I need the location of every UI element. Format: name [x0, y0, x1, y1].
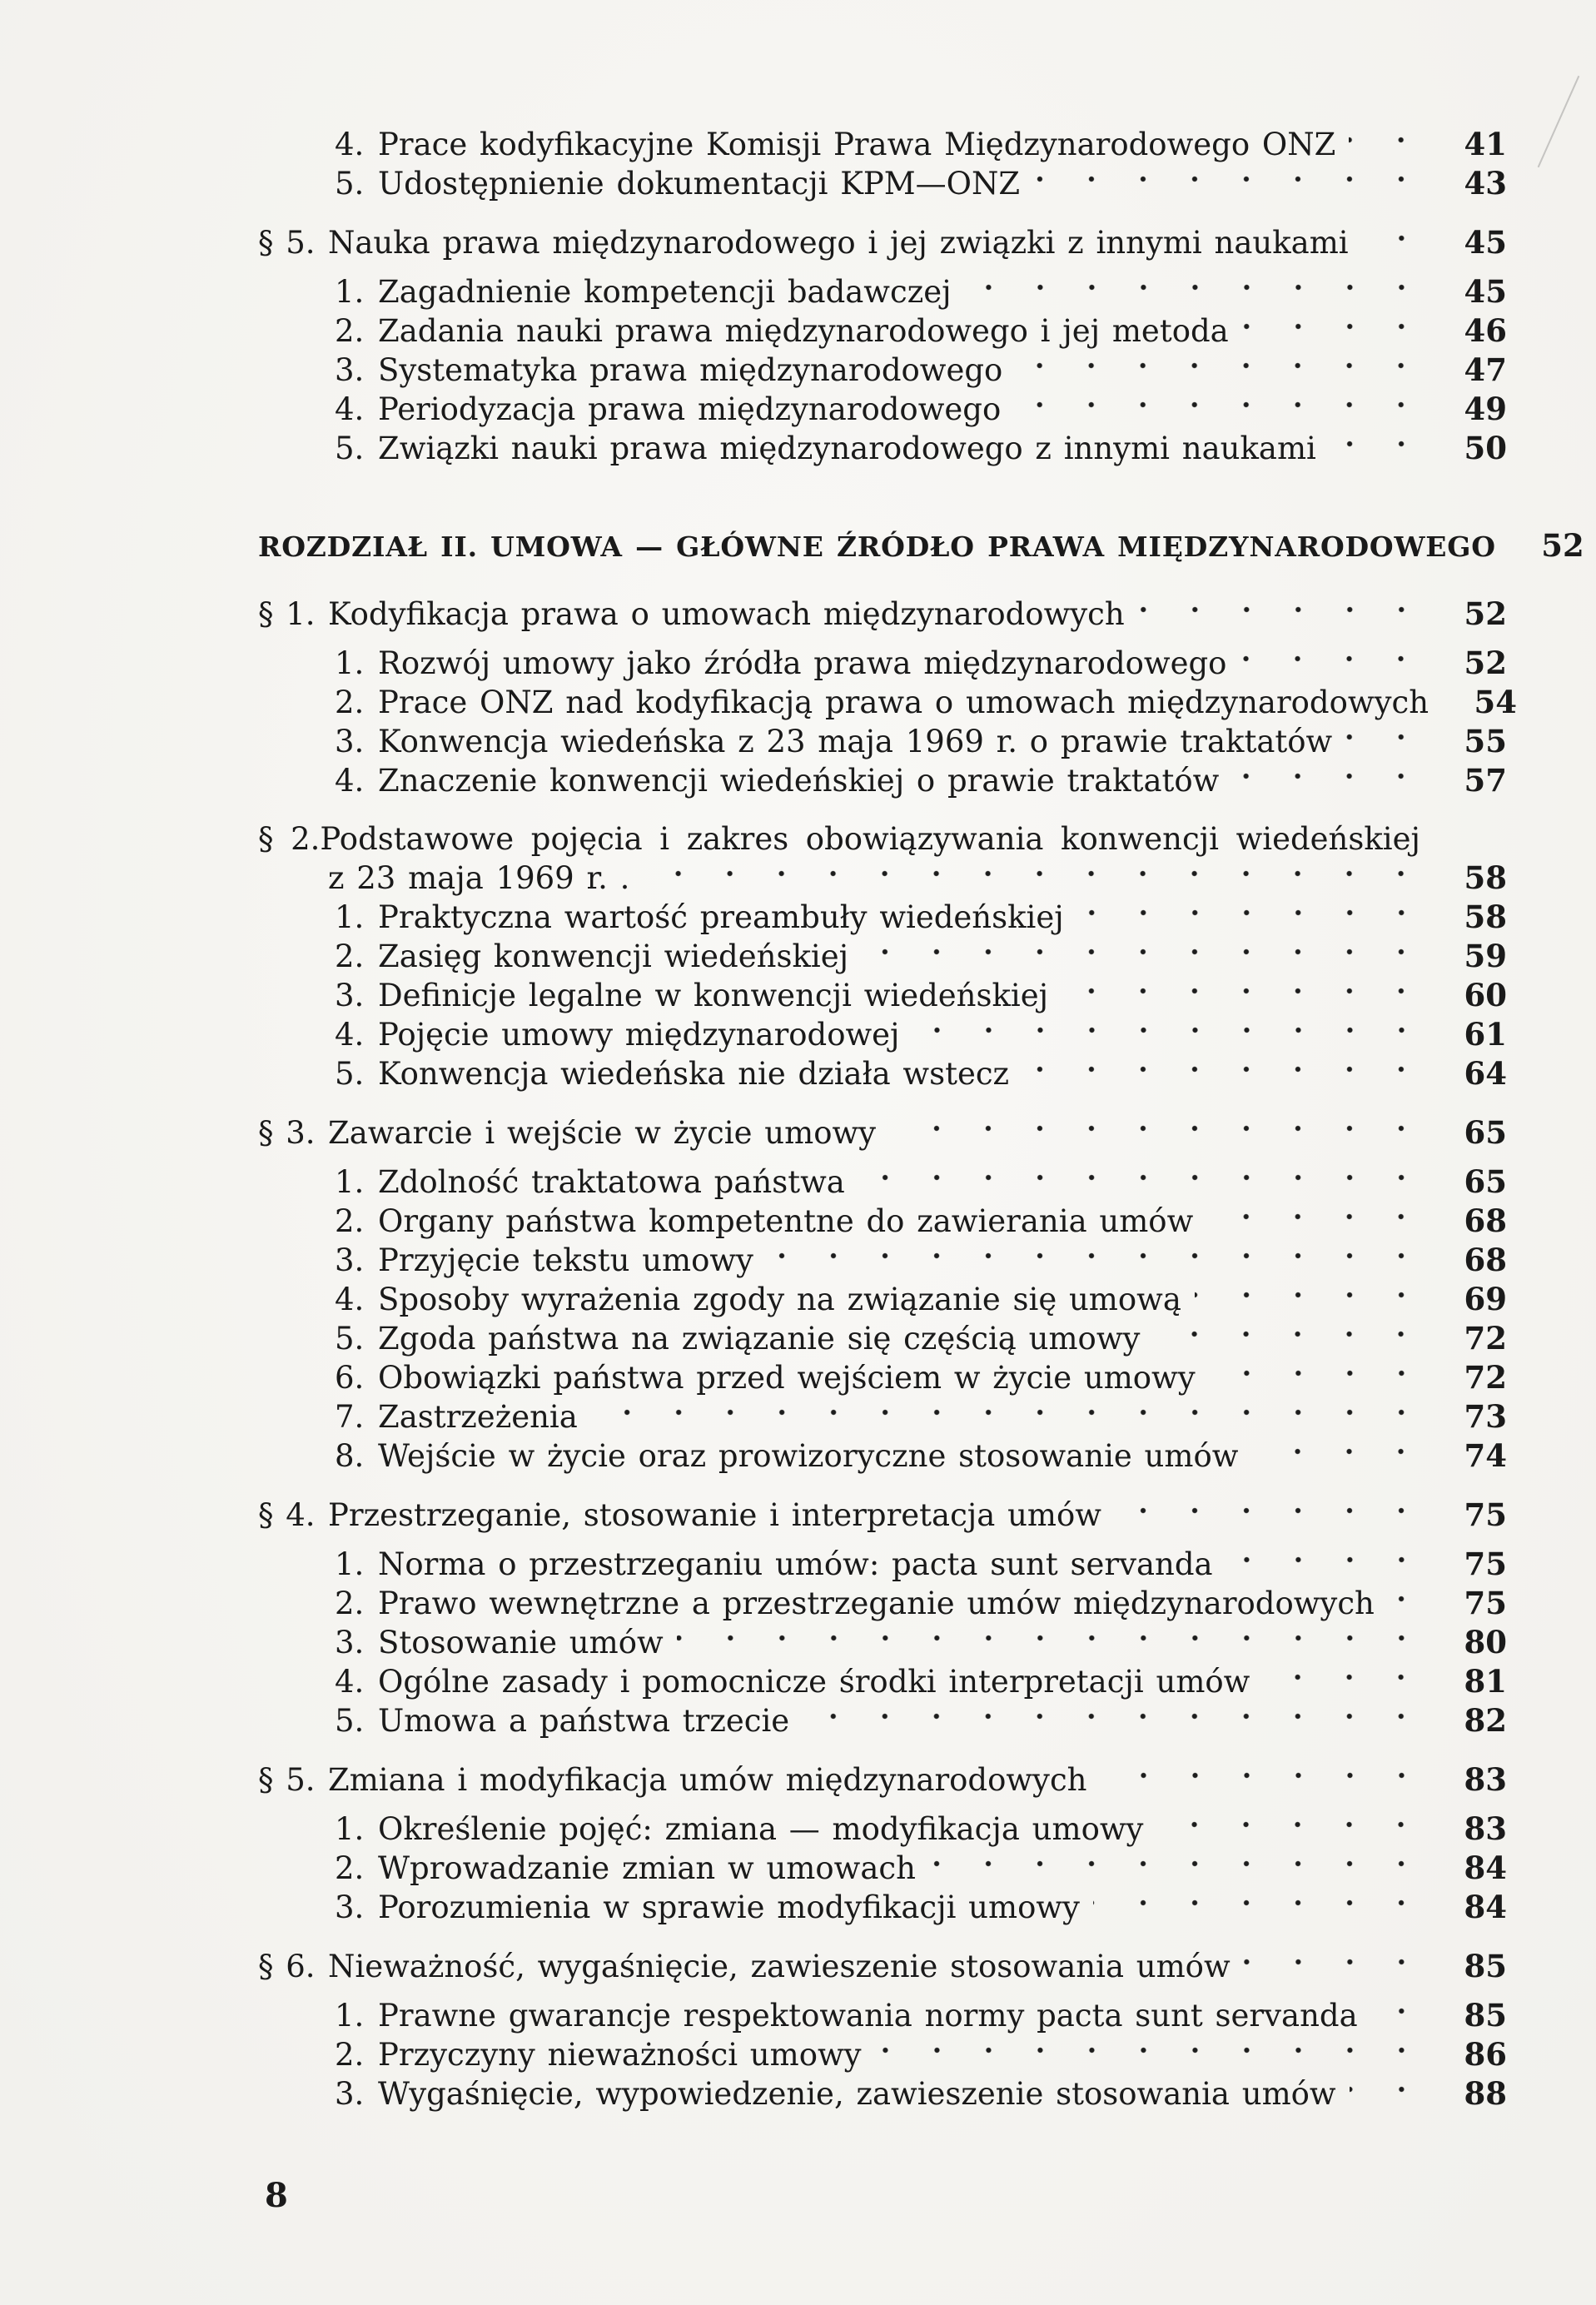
toc-entry [258, 223, 1507, 262]
dot-leader [1362, 223, 1432, 262]
dot-leader [1195, 1280, 1432, 1319]
dot-leader [1022, 1054, 1432, 1093]
entry-text: Kodyfikacja prawa o umowach międzynarodowych [328, 596, 1125, 632]
entry-text: z 23 maja 1969 r. . [328, 860, 630, 896]
dot-leader [929, 1849, 1432, 1888]
page-ref: 60 [1464, 977, 1507, 1013]
entry-number: 4. [335, 1664, 365, 1700]
toc-entry [258, 1662, 1507, 1701]
toc-entry [258, 1358, 1507, 1397]
toc-entry [258, 1849, 1507, 1888]
section-label: § 5. [258, 225, 316, 261]
entry-text: Zagadnienie kompetencji badawczej [378, 274, 952, 310]
page-ref: 65 [1464, 1114, 1507, 1151]
entry-number: 5. [335, 1703, 365, 1739]
page-ref: 50 [1464, 430, 1507, 466]
toc-entry [258, 272, 1507, 311]
entry-number: 3. [335, 1625, 365, 1660]
page-ref: 47 [1464, 351, 1507, 388]
entry-text: Nieważność, wygaśnięcie, zawieszenie stosowania umów [328, 1949, 1231, 1984]
dot-leader [591, 1397, 1432, 1436]
dot-leader [1077, 898, 1432, 937]
entry-text: Prawo wewnętrzne a przestrzeganie umów międzynarodowych [378, 1586, 1375, 1621]
toc-entry [258, 1054, 1507, 1093]
page-ref: 54 [1474, 684, 1518, 720]
toc-entry [258, 1584, 1507, 1623]
page-ref: 52 [1464, 645, 1507, 681]
dot-leader [1350, 2074, 1432, 2113]
section-label: § 5. [258, 1762, 316, 1798]
page-ref: 85 [1464, 1997, 1507, 2034]
entry-text: Sposoby wyrażenia zgody na związanie się umową [378, 1282, 1181, 1317]
entry-text: Rozwój umowy jako źródła prawa międzynarodowego [378, 645, 1227, 681]
entry-number: 3. [335, 978, 365, 1013]
toc-entry [258, 1701, 1507, 1740]
toc-entry [258, 1319, 1507, 1358]
entry-number: 2. [335, 1850, 365, 1886]
entry-text: Zmiana i modyfikacja umów międzynarodowych [328, 1762, 1087, 1798]
dot-leader [1226, 1545, 1432, 1584]
toc-entry [258, 351, 1507, 390]
entry-text: Konwencja wiedeńska nie działa wstecz [378, 1056, 1010, 1092]
toc-entry [258, 1241, 1507, 1280]
dot-leader [1014, 390, 1432, 429]
toc-entry [258, 1888, 1507, 1927]
dot-leader [1209, 1358, 1432, 1397]
toc-entry [258, 1202, 1507, 1241]
page-ref: 57 [1464, 762, 1507, 799]
entry-text: Prawne gwarancje respektowania normy pacta sunt servanda [378, 1998, 1358, 2034]
entry-number: 1. [335, 899, 365, 935]
page-ref: 84 [1464, 1849, 1507, 1886]
entry-text: Zdolność traktatowa państwa [378, 1164, 845, 1200]
dot-leader [1138, 595, 1432, 634]
entry-number: 2. [335, 685, 365, 720]
dot-leader [875, 2035, 1432, 2074]
toc-entry [258, 722, 1507, 761]
section-label: § 2. [258, 821, 321, 857]
entry-text: Norma o przestrzeganiu umów: pacta sunt servanda [378, 1546, 1213, 1582]
page-ref: 72 [1464, 1320, 1507, 1357]
toc-entry [258, 1545, 1507, 1584]
entry-text: Wprowadzanie zmian w umowach [378, 1850, 916, 1886]
toc-entry [258, 2074, 1507, 2113]
dot-leader [862, 937, 1432, 976]
page-ref: 81 [1464, 1663, 1507, 1700]
entry-text: Prace ONZ nad kodyfikacją prawa o umowach międzynarodowych [378, 685, 1429, 720]
page-ref: 83 [1464, 1810, 1507, 1847]
page-ref: 85 [1464, 1948, 1507, 1984]
dot-leader [1388, 1584, 1432, 1623]
toc-entry [258, 1162, 1507, 1202]
page-ref: 43 [1464, 165, 1507, 202]
scan-crease-artifact [1538, 76, 1580, 167]
section-label: § 6. [258, 1949, 316, 1984]
page-ref: 65 [1464, 1163, 1507, 1200]
entry-text: Obowiązki państwa przed wejściem w życie umowy [378, 1360, 1196, 1396]
toc-entry [258, 820, 1507, 859]
entry-text: Pojęcie umowy międzynarodowej [378, 1017, 900, 1053]
page-ref: 68 [1464, 1242, 1507, 1278]
page-ref: 61 [1464, 1016, 1507, 1053]
entry-text: Przestrzeganie, stosowanie i interpretacja umów [328, 1497, 1101, 1533]
entry-text: Umowa a państwa trzecie [378, 1703, 790, 1739]
entry-text: Prace kodyfikacyjne Komisji Prawa Międzynarodowego ONZ [378, 127, 1336, 162]
toc-entry [258, 390, 1507, 429]
entry-number: 3. [335, 724, 365, 759]
dot-leader [1101, 1760, 1432, 1800]
page-ref: 86 [1464, 2036, 1507, 2073]
page-ref: 64 [1464, 1055, 1507, 1092]
entry-number: 1. [335, 645, 365, 681]
page-ref: 45 [1464, 273, 1507, 310]
entry-text: Zgoda państwa na związanie się częścią umowy [378, 1321, 1141, 1357]
entry-number: 6. [335, 1360, 365, 1396]
page-ref: 68 [1464, 1202, 1507, 1239]
dot-leader [1062, 976, 1432, 1015]
entry-number: 1. [335, 1811, 365, 1847]
toc-entry [258, 644, 1507, 683]
toc-entry [258, 937, 1507, 976]
dot-leader [1016, 351, 1432, 390]
page-ref: 72 [1464, 1359, 1507, 1396]
dot-leader [1242, 311, 1432, 351]
entry-number: 7. [335, 1399, 365, 1435]
toc-entry [258, 1280, 1507, 1319]
entry-number: 3. [335, 2076, 365, 2112]
dot-leader [965, 272, 1432, 311]
toc-entry [258, 595, 1507, 634]
page-ref: 52 [1464, 595, 1507, 632]
entry-text: Ogólne zasady i pomocnicze środki interpretacji umów [378, 1664, 1250, 1700]
dot-leader [889, 1113, 1432, 1152]
entry-text: Organy państwa kompetentne do zawierania umów [378, 1203, 1194, 1239]
toc-rows [258, 125, 1584, 2113]
toc-entry [258, 311, 1507, 351]
entry-number: 2. [335, 1586, 365, 1621]
entry-text: Praktyczna wartość preambuły wiedeńskiej [378, 899, 1064, 935]
toc-entry [258, 1623, 1507, 1662]
entry-number: 4. [335, 127, 365, 162]
page-ref: 84 [1464, 1889, 1507, 1925]
page-ref: 58 [1464, 859, 1507, 896]
page-ref: 58 [1464, 899, 1507, 935]
dot-leader [1349, 125, 1432, 164]
page-ref: 88 [1464, 2075, 1507, 2112]
toc-entry [258, 1760, 1507, 1800]
toc-entry [258, 1397, 1507, 1436]
entry-text: Zawarcie i wejście w życie umowy [328, 1115, 877, 1151]
entry-number: 2. [335, 938, 365, 974]
page-ref: 41 [1464, 126, 1507, 162]
page-ref: 52 [1541, 527, 1584, 564]
dot-leader [1244, 1947, 1432, 1986]
entry-number: 2. [335, 313, 365, 349]
toc-entry [258, 1113, 1507, 1152]
dot-leader [1263, 1662, 1432, 1701]
dot-leader [767, 1241, 1432, 1280]
toc-entry [258, 1436, 1507, 1476]
entry-number: 1. [335, 1164, 365, 1200]
dot-leader [1330, 429, 1432, 468]
dot-leader [1240, 644, 1432, 683]
entry-number: 4. [335, 1017, 365, 1053]
entry-number: 5. [335, 1321, 365, 1357]
toc-entry [258, 1996, 1507, 2035]
toc-entry [258, 164, 1507, 203]
toc-entry [258, 1015, 1507, 1054]
dot-leader [1345, 722, 1432, 761]
entry-text: Periodyzacja prawa międzynarodowego [378, 391, 1002, 427]
dot-leader [1206, 1202, 1432, 1241]
entry-number: 1. [335, 1998, 365, 2034]
page-ref: 74 [1464, 1437, 1507, 1474]
entry-number: 4. [335, 763, 365, 799]
page-ref: 73 [1464, 1398, 1507, 1435]
entry-number: 8. [335, 1438, 365, 1474]
dot-leader [1115, 1496, 1432, 1535]
dot-leader [913, 1015, 1432, 1054]
entry-text: Podstawowe pojęcia i zakres obowiązywania konwencji wiedeńskiej [320, 821, 1420, 857]
page-ref: 46 [1464, 312, 1507, 349]
page-ref: 59 [1464, 938, 1507, 974]
page-ref: 82 [1464, 1702, 1507, 1739]
toc-entry [258, 1810, 1507, 1849]
entry-number: 4. [335, 1282, 365, 1317]
entry-text: Konwencja wiedeńska z 23 maja 1969 r. o prawie traktatów [378, 724, 1333, 759]
toc-entry [258, 429, 1507, 468]
page-ref: 75 [1464, 1546, 1507, 1582]
section-label: § 1. [258, 596, 316, 632]
entry-text: Porozumienia w sprawie modyfikacji umowy [378, 1889, 1080, 1925]
dot-leader [1371, 1996, 1432, 2035]
entry-number: 1. [335, 1546, 365, 1582]
entry-number: 2. [335, 1203, 365, 1239]
dot-leader [1156, 1810, 1432, 1849]
entry-text: Związki nauki prawa międzynarodowego z innymi naukami [378, 431, 1316, 466]
toc-entry [258, 1496, 1507, 1535]
toc-entry [258, 125, 1507, 164]
toc-entry [258, 761, 1507, 800]
toc-entry [258, 683, 1518, 722]
dot-leader [677, 1623, 1432, 1662]
section-label: § 3. [258, 1115, 316, 1151]
entry-text: Wejście w życie oraz prowizoryczne stosowanie umów [378, 1438, 1239, 1474]
entry-number: 4. [335, 391, 365, 427]
entry-text: Przyjęcie tekstu umowy [378, 1242, 753, 1278]
entry-text: Nauka prawa międzynarodowego i jej związki z innymi naukami [328, 225, 1349, 261]
entry-text: Zastrzeżenia [378, 1399, 578, 1435]
entry-text: Definicje legalne w konwencji wiedeńskiej [378, 978, 1049, 1013]
entry-text: Systematyka prawa międzynarodowego [378, 352, 1003, 388]
entry-number: 5. [335, 431, 365, 466]
chapter-title: ROZDZIAŁ II. UMOWA — GŁÓWNE ŹRÓDŁO PRAWA MIĘDZYNARODOWEGO [258, 530, 1496, 563]
entry-number: 5. [335, 1056, 365, 1092]
entry-number: 3. [335, 352, 365, 388]
entry-number: 2. [335, 2037, 365, 2073]
toc-entry [258, 898, 1507, 937]
page-ref: 75 [1464, 1496, 1507, 1533]
toc-entry [258, 1947, 1507, 1986]
dot-leader [643, 859, 1432, 898]
entry-text: Udostępnienie dokumentacji KPM—ONZ [378, 166, 1021, 202]
dot-leader [1232, 761, 1432, 800]
page-ref: 80 [1464, 1624, 1507, 1660]
entry-text: Przyczyny nieważności umowy [378, 2037, 862, 2073]
toc-entry [258, 859, 1507, 898]
entry-text: Stosowanie umów [378, 1625, 664, 1660]
entry-number: 3. [335, 1242, 365, 1278]
dot-leader [1251, 1436, 1432, 1476]
entry-text: Wygaśnięcie, wypowiedzenie, zawieszenie stosowania umów [378, 2076, 1336, 2112]
dot-leader [1153, 1319, 1432, 1358]
entry-text: Zadania nauki prawa międzynarodowego i jej metoda [378, 313, 1229, 349]
table-of-contents [258, 0, 1584, 2215]
page-ref: 49 [1464, 391, 1507, 427]
page-ref: 69 [1464, 1281, 1507, 1317]
entry-text: Znaczenie konwencji wiedeńskiej o prawie traktatów [378, 763, 1220, 799]
chapter-heading [258, 526, 1584, 566]
entry-number: 5. [335, 166, 365, 202]
dot-leader [1033, 164, 1432, 203]
section-label: § 4. [258, 1497, 316, 1533]
page-ref: 55 [1464, 723, 1507, 759]
dot-leader [1093, 1888, 1432, 1927]
toc-entry [258, 2035, 1507, 2074]
page-number: 8 [265, 2176, 288, 2215]
entry-number: 3. [335, 1889, 365, 1925]
toc-entry [258, 976, 1507, 1015]
dot-leader [858, 1162, 1432, 1202]
entry-text: Określenie pojęć: zmiana — modyfikacja umowy [378, 1811, 1144, 1847]
page-ref: 75 [1464, 1585, 1507, 1621]
entry-text: Zasięg konwencji wiedeńskiej [378, 938, 849, 974]
entry-number: 1. [335, 274, 365, 310]
dot-leader [803, 1701, 1432, 1740]
page-ref: 83 [1464, 1761, 1507, 1798]
page-ref: 45 [1464, 224, 1507, 261]
